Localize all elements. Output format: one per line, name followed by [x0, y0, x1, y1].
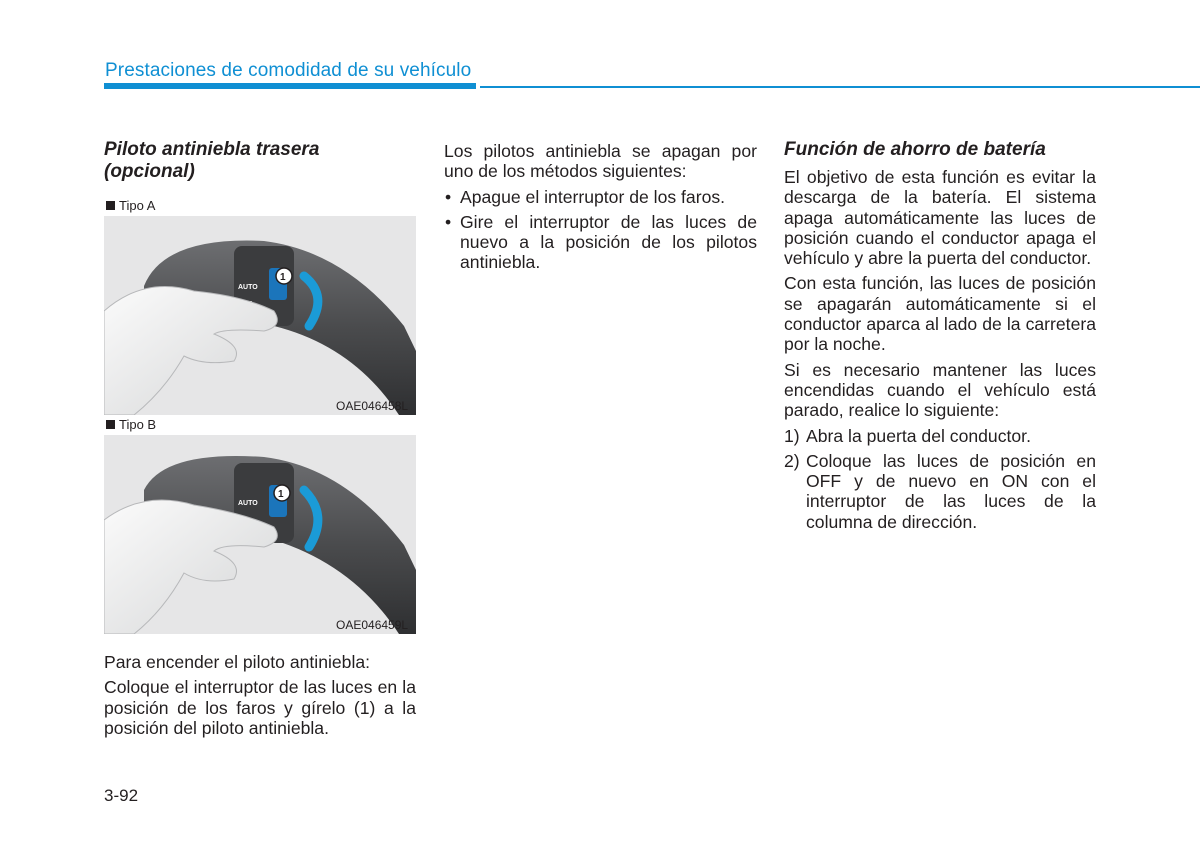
figure-a-code: OAE046458L	[336, 399, 409, 413]
section-header-title: Prestaciones de comodidad de su vehículo	[105, 60, 472, 81]
bullet-dot-icon: •	[445, 186, 452, 207]
square-bullet-icon	[106, 201, 115, 210]
middle-column	[444, 141, 757, 278]
list-item: • Apague el interruptor de los faros.	[445, 186, 726, 207]
switch-auto-label-a: AUTO	[238, 284, 258, 291]
figure-a-image	[104, 216, 416, 415]
left-paragraph-1: Para encender el piloto antiniebla:	[104, 652, 371, 672]
rear-fog-heading-line1: Piloto antiniebla trasera	[104, 139, 320, 160]
light-switch-stalk-illustration-b	[104, 435, 416, 634]
bullet-dot-icon: •	[445, 211, 452, 232]
rear-fog-heading	[104, 139, 416, 183]
rear-fog-heading-line2: (opcional)	[104, 161, 195, 182]
left-paragraph-2: Coloque el interruptor de las luces en la posición de los faros y gírelo (1) a la posición del piloto antiniebla.	[104, 677, 416, 738]
middle-intro: Los pilotos antiniebla se apagan por uno de los métodos siguientes:	[444, 141, 757, 182]
light-switch-stalk-illustration-a	[104, 216, 416, 415]
left-body-text	[104, 652, 416, 743]
header-rule-thin	[480, 86, 1200, 88]
left-column-heading-block	[104, 139, 416, 189]
page-number: 3-92	[104, 786, 139, 805]
figure-a-callout: 1	[280, 272, 286, 283]
square-bullet-icon	[106, 420, 115, 429]
figure-b-label: Tipo B	[106, 417, 156, 432]
battery-saver-heading: Función de ahorro de batería	[784, 139, 1046, 160]
figure-a-label: Tipo A	[106, 198, 155, 213]
right-paragraph-2: Con esta función, las luces de posición se apagarán automáticamente si el conductor aparca al lado de la carretera por la noche.	[784, 273, 1096, 355]
figure-b-code: OAE046459L	[336, 618, 409, 632]
figure-b-callout: 1	[278, 489, 284, 500]
list-item: • Gire el interruptor de las luces de nuevo a la posición de los pilotos antiniebla.	[445, 211, 757, 273]
right-column	[784, 139, 1096, 537]
middle-bullet-list	[444, 187, 757, 273]
right-paragraph-3: Si es necesario mantener las luces encendidas cuando el vehículo está parado, realice lo siguiente:	[784, 359, 1096, 421]
list-item: 2) Coloque las luces de posición en OFF y de nuevo en ON con el interruptor de las luces de la columna de dirección.	[784, 450, 1096, 532]
switch-auto-label-b: AUTO	[238, 500, 258, 507]
right-steps-list	[784, 426, 1096, 532]
figure-b-image	[104, 435, 416, 634]
header-rule-thick	[104, 83, 476, 89]
list-item: 1) Abra la puerta del conductor.	[784, 425, 1031, 446]
right-paragraph-1: El objetivo de esta función es evitar la descarga de la batería. El sistema apaga automáticamente las luces de posición cuando el conductor apaga el vehículo y abre la puerta del conductor.	[784, 167, 1096, 269]
